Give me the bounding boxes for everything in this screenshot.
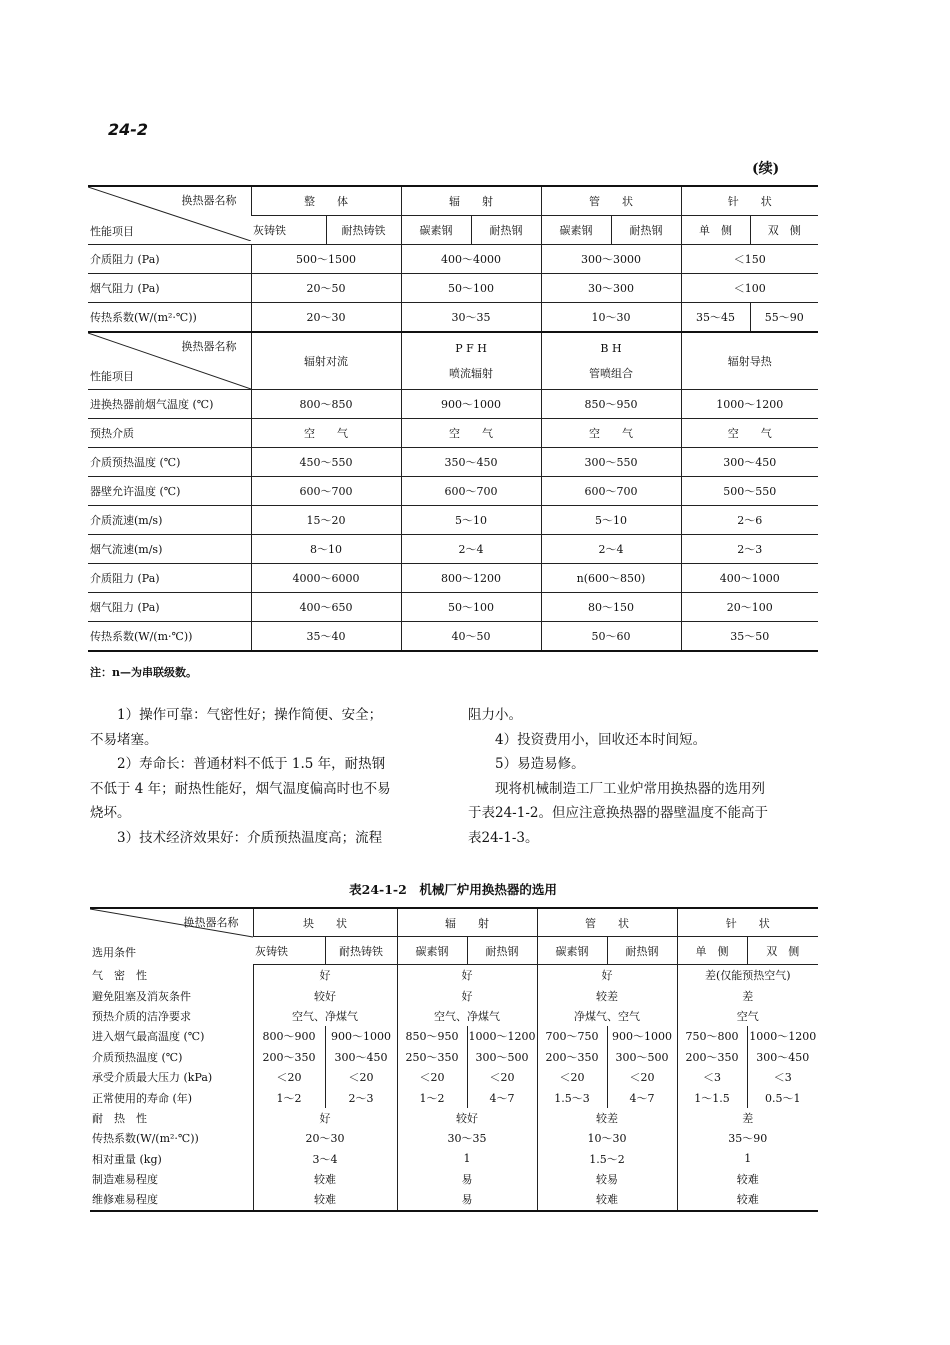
- table-cell: 850～950: [397, 1026, 467, 1046]
- table-cell: 200～350: [677, 1047, 747, 1067]
- table-row: [88, 535, 818, 564]
- table-cell: 1000～1200: [747, 1026, 818, 1046]
- group-header: 针 状: [681, 186, 818, 216]
- table-cell: 35～40: [251, 622, 401, 652]
- paragraph: 不低于 4 年；耐热性能好，烟气温度偏高时也不易: [90, 780, 391, 797]
- table-cell: 20～100: [681, 593, 818, 622]
- row-label: 烟气阻力 (Pa): [88, 274, 251, 303]
- table-cell: 空气、净煤气: [397, 1006, 537, 1026]
- table-cell: 300～500: [607, 1047, 677, 1067]
- group-header: 整 体: [251, 186, 401, 216]
- table-cell: 净煤气、空气: [537, 1006, 677, 1026]
- paragraph: 现将机械制造工厂工业炉常用换热器的选用列: [495, 780, 765, 797]
- paragraph: 表24-1-3。: [468, 829, 539, 846]
- table-cell: 800～850: [251, 390, 401, 419]
- group-header: 管 状: [537, 908, 677, 937]
- table-row: [90, 1067, 818, 1087]
- group-header: 块 状: [253, 908, 397, 937]
- table-cell: ＜20: [397, 1067, 467, 1087]
- table-cell: 空 气: [541, 419, 681, 448]
- sub-header: 耐热钢: [471, 216, 541, 245]
- table-cell: 1000～1200: [681, 390, 818, 419]
- sub-header: 双 侧: [750, 216, 818, 245]
- table-cell: 500～550: [681, 477, 818, 506]
- header-name-label: 换热器名称: [183, 916, 239, 929]
- table-cell: 55～90: [750, 303, 818, 333]
- row-label: 介质预热温度 (℃): [92, 1050, 183, 1064]
- table-cell: 300～500: [467, 1047, 537, 1067]
- table-cell: 空气: [677, 1006, 818, 1026]
- row-label: 传热系数(W/(m²·℃)): [88, 303, 251, 333]
- group-header: 管 状: [541, 186, 681, 216]
- table-cell: ＜20: [467, 1067, 537, 1087]
- table-cell: 600～700: [541, 477, 681, 506]
- table-cell: 2～4: [541, 535, 681, 564]
- type-header-line1: P F H: [455, 341, 487, 355]
- sub-header: 单 侧: [677, 937, 747, 965]
- table-cell: 300～550: [541, 448, 681, 477]
- diagonal-header-cell: [90, 908, 253, 965]
- header-item-label: 选用条件: [92, 945, 136, 959]
- header-name-label: 换热器名称: [181, 340, 237, 353]
- table-caption: 表24-1-2 机械厂炉用换热器的选用: [349, 882, 557, 897]
- table-cell: 1～1.5: [677, 1087, 747, 1107]
- table-cell: 1～2: [253, 1087, 325, 1107]
- table-cell: n(600～850): [541, 564, 681, 593]
- table-cell: 30～35: [401, 303, 541, 333]
- table-cell: ＜20: [253, 1067, 325, 1087]
- group-header: 针 状: [677, 908, 818, 937]
- table-cell: ＜3: [677, 1067, 747, 1087]
- type-header: [541, 332, 681, 390]
- table-row: [90, 1128, 818, 1148]
- table-row: [90, 985, 818, 1005]
- type-header-line1: 辐射导热: [727, 355, 772, 368]
- table-cell: ＜20: [325, 1067, 397, 1087]
- table-cell: 200～350: [253, 1047, 325, 1067]
- table-row: [90, 1189, 818, 1210]
- table-row: [88, 477, 818, 506]
- table-cell: 20～50: [251, 274, 401, 303]
- table-cell: 300～450: [325, 1047, 397, 1067]
- table-cell: 50～100: [401, 593, 541, 622]
- table-cell: 1: [397, 1149, 537, 1169]
- table-cell: 较好: [253, 985, 397, 1005]
- table-cell: 900～1000: [325, 1026, 397, 1046]
- table-cell: 30～300: [541, 274, 681, 303]
- table-row: [90, 1108, 818, 1128]
- row-label: 正常使用的寿命 (年): [92, 1091, 193, 1105]
- table-note: 注：n—为串联级数。: [90, 666, 197, 679]
- table-cell: 400～1000: [681, 564, 818, 593]
- table-cell: 0.5～1: [747, 1087, 818, 1107]
- table-cell: 400～4000: [401, 245, 541, 274]
- table-cell: 850～950: [541, 390, 681, 419]
- row-label: 耐 热 性: [92, 1111, 147, 1125]
- sub-header: 碳素钢: [537, 937, 607, 965]
- table-cell: 2～3: [325, 1087, 397, 1107]
- left-column-text: [90, 703, 442, 850]
- row-label: 进入烟气最高温度 (℃): [92, 1030, 205, 1044]
- table-cell: 200～350: [537, 1047, 607, 1067]
- table-cell: 8～10: [251, 535, 401, 564]
- table-row: [88, 390, 818, 419]
- table-cell: 750～800: [677, 1026, 747, 1046]
- row-label: 介质流速(m/s): [88, 506, 251, 535]
- paragraph: 阻力小。: [468, 707, 522, 723]
- table-cell: ＜100: [681, 274, 818, 303]
- table-cell: ＜3: [747, 1067, 818, 1087]
- table-cell: 空气、净煤气: [253, 1006, 397, 1026]
- row-label: 烟气阻力 (Pa): [88, 593, 251, 622]
- table-row: [88, 622, 818, 652]
- table-cell: 1.5～2: [537, 1149, 677, 1169]
- table-cell: 好: [253, 1108, 397, 1128]
- table-cell: 400～650: [251, 593, 401, 622]
- table-row: [88, 564, 818, 593]
- row-label: 相对重量 (kg): [92, 1152, 162, 1166]
- table-cell: ＜150: [681, 245, 818, 274]
- table-cell: 800～900: [253, 1026, 325, 1046]
- table-cell: 20～30: [253, 1128, 397, 1148]
- row-label: 进换热器前烟气温度 (℃): [88, 390, 251, 419]
- sub-header: 耐热钢: [611, 216, 681, 245]
- table-cell: 35～45: [681, 303, 750, 333]
- row-label: 烟气流速(m/s): [88, 535, 251, 564]
- table-cell: 较难: [253, 1169, 397, 1189]
- type-header-line2: 管喷组合: [589, 366, 633, 380]
- selection-table: [90, 907, 818, 1212]
- table-cell: 差(仅能预热空气): [677, 965, 818, 986]
- table-cell: 2～6: [681, 506, 818, 535]
- sub-header: 耐热钢: [607, 937, 677, 965]
- diagonal-header-cell: [88, 332, 251, 390]
- sub-header: 灰铸铁: [251, 216, 326, 245]
- header-name-label: 换热器名称: [181, 194, 237, 207]
- paragraph: 3）技术经济效果好：介质预热温度高；流程: [117, 829, 383, 846]
- table-cell: 4～7: [607, 1087, 677, 1107]
- table-cell: 空 气: [251, 419, 401, 448]
- row-label: 介质阻力 (Pa): [88, 564, 251, 593]
- table-cell: 300～450: [747, 1047, 818, 1067]
- table-cell: 10～30: [541, 303, 681, 333]
- table-cell: 1000～1200: [467, 1026, 537, 1046]
- table-cell: 空 气: [681, 419, 818, 448]
- table-cell: 4000～6000: [251, 564, 401, 593]
- row-label: 预热介质的洁净要求: [92, 1009, 191, 1023]
- continued-label: (续): [752, 161, 780, 177]
- paragraph: 不易堵塞。: [90, 731, 158, 748]
- table-cell: 80～150: [541, 593, 681, 622]
- type-header: [251, 332, 401, 390]
- table-row: [88, 593, 818, 622]
- table-cell: 差: [677, 1108, 818, 1128]
- page-number: 24-2: [108, 120, 149, 139]
- table-cell: 较难: [537, 1189, 677, 1210]
- table-cell: 600～700: [251, 477, 401, 506]
- sub-header: 灰铸铁: [253, 937, 325, 965]
- table-cell: 1: [677, 1149, 818, 1169]
- table-cell: ＜20: [537, 1067, 607, 1087]
- table-cell: 5～10: [541, 506, 681, 535]
- row-label: 维修难易程度: [92, 1193, 158, 1207]
- table-cell: 2～4: [401, 535, 541, 564]
- table-cell: 700～750: [537, 1026, 607, 1046]
- right-column-text: [468, 703, 818, 850]
- table-cell: 35～90: [677, 1128, 818, 1148]
- row-label: 器壁允许温度 (℃): [88, 477, 251, 506]
- table-cell: 较难: [677, 1189, 818, 1210]
- type-header-line1: 辐射对流: [304, 355, 348, 368]
- paragraph: 1）操作可靠：气密性好；操作简便、安全；: [117, 707, 383, 723]
- table-row: [90, 1047, 818, 1067]
- sub-header: 碳素钢: [401, 216, 471, 245]
- sub-header: 双 侧: [747, 937, 818, 965]
- type-header-line2: 喷流辐射: [449, 366, 493, 380]
- table-cell: 900～1000: [607, 1026, 677, 1046]
- table-cell: 易: [397, 1189, 537, 1210]
- sub-header: 碳素钢: [397, 937, 467, 965]
- group-header: 辐 射: [397, 908, 537, 937]
- row-label: 传热系数(W/(m·℃)): [88, 622, 251, 652]
- table-cell: 250～350: [397, 1047, 467, 1067]
- table-cell: 450～550: [251, 448, 401, 477]
- sub-header: 耐热钢: [467, 937, 537, 965]
- paragraph: 烧坏。: [90, 805, 131, 821]
- row-label: 避免阻塞及消灰条件: [92, 989, 191, 1003]
- table-row: [88, 419, 818, 448]
- table-cell: 300～450: [681, 448, 818, 477]
- row-label: 传热系数(W/(m²·℃)): [92, 1132, 199, 1146]
- table-cell: 1～2: [397, 1087, 467, 1107]
- table-row: [90, 965, 818, 986]
- table-row: [90, 1087, 818, 1107]
- table-cell: 好: [397, 985, 537, 1005]
- diagonal-header-cell: [88, 186, 251, 245]
- table-row: [90, 1149, 818, 1169]
- paragraph: 2）寿命长：普通材料不低于 1.5 年，耐热钢: [117, 756, 386, 772]
- table-cell: 较易: [537, 1169, 677, 1189]
- paragraph: 4）投资费用小，回收还本时间短。: [495, 731, 707, 748]
- table-cell: 900～1000: [401, 390, 541, 419]
- table-cell: 好: [537, 965, 677, 986]
- table-cell: 较难: [253, 1189, 397, 1210]
- table-row: [88, 448, 818, 477]
- table-cell: 35～50: [681, 622, 818, 652]
- table-cell: 600～700: [401, 477, 541, 506]
- table-cell: 15～20: [251, 506, 401, 535]
- table-cell: 差: [677, 985, 818, 1005]
- header-item-label: 性能项目: [90, 225, 134, 238]
- table-cell: 3～4: [253, 1149, 397, 1169]
- table-cell: 50～60: [541, 622, 681, 652]
- type-header: [681, 332, 818, 390]
- row-label: 介质阻力 (Pa): [88, 245, 251, 274]
- table-row: [90, 1006, 818, 1026]
- table-cell: 2～3: [681, 535, 818, 564]
- table-cell: 较好: [397, 1108, 537, 1128]
- table-cell: ＜20: [607, 1067, 677, 1087]
- table-cell: 易: [397, 1169, 537, 1189]
- type-header: [401, 332, 541, 390]
- row-label: 气 密 性: [92, 968, 147, 982]
- table-cell: 50～100: [401, 274, 541, 303]
- type-header-line1: B H: [600, 341, 622, 355]
- table-cell: 1.5～3: [537, 1087, 607, 1107]
- table-row: [90, 1026, 818, 1046]
- performance-table: [88, 185, 818, 652]
- table-cell: 800～1200: [401, 564, 541, 593]
- table-cell: 好: [397, 965, 537, 986]
- table-cell: 4～7: [467, 1087, 537, 1107]
- table-cell: 20～30: [251, 303, 401, 333]
- table-row: [88, 506, 818, 535]
- paragraph: 5）易造易修。: [495, 756, 585, 772]
- row-label: 介质预热温度 (℃): [88, 448, 251, 477]
- header-item-label: 性能项目: [90, 370, 134, 383]
- table-cell: 500～1500: [251, 245, 401, 274]
- table-row: [90, 1169, 818, 1189]
- row-label: 制造难易程度: [92, 1173, 158, 1187]
- paragraph: 于表24-1-2。但应注意换热器的器壁温度不能高于: [468, 805, 768, 821]
- row-label: 预热介质: [88, 419, 251, 448]
- table-cell: 空 气: [401, 419, 541, 448]
- table-cell: 300～3000: [541, 245, 681, 274]
- sub-header: 耐热铸铁: [326, 216, 401, 245]
- table-cell: 350～450: [401, 448, 541, 477]
- table-cell: 30～35: [397, 1128, 537, 1148]
- table-cell: 40～50: [401, 622, 541, 652]
- table-cell: 较差: [537, 1108, 677, 1128]
- table-cell: 5～10: [401, 506, 541, 535]
- table-cell: 较差: [537, 985, 677, 1005]
- group-header: 辐 射: [401, 186, 541, 216]
- table-cell: 好: [253, 965, 397, 986]
- row-label: 承受介质最大压力 (kPa): [92, 1071, 213, 1085]
- sub-header: 碳素钢: [541, 216, 611, 245]
- sub-header: 耐热铸铁: [325, 937, 397, 965]
- table-cell: 10～30: [537, 1128, 677, 1148]
- sub-header: 单 侧: [681, 216, 750, 245]
- table-cell: 较难: [677, 1169, 818, 1189]
